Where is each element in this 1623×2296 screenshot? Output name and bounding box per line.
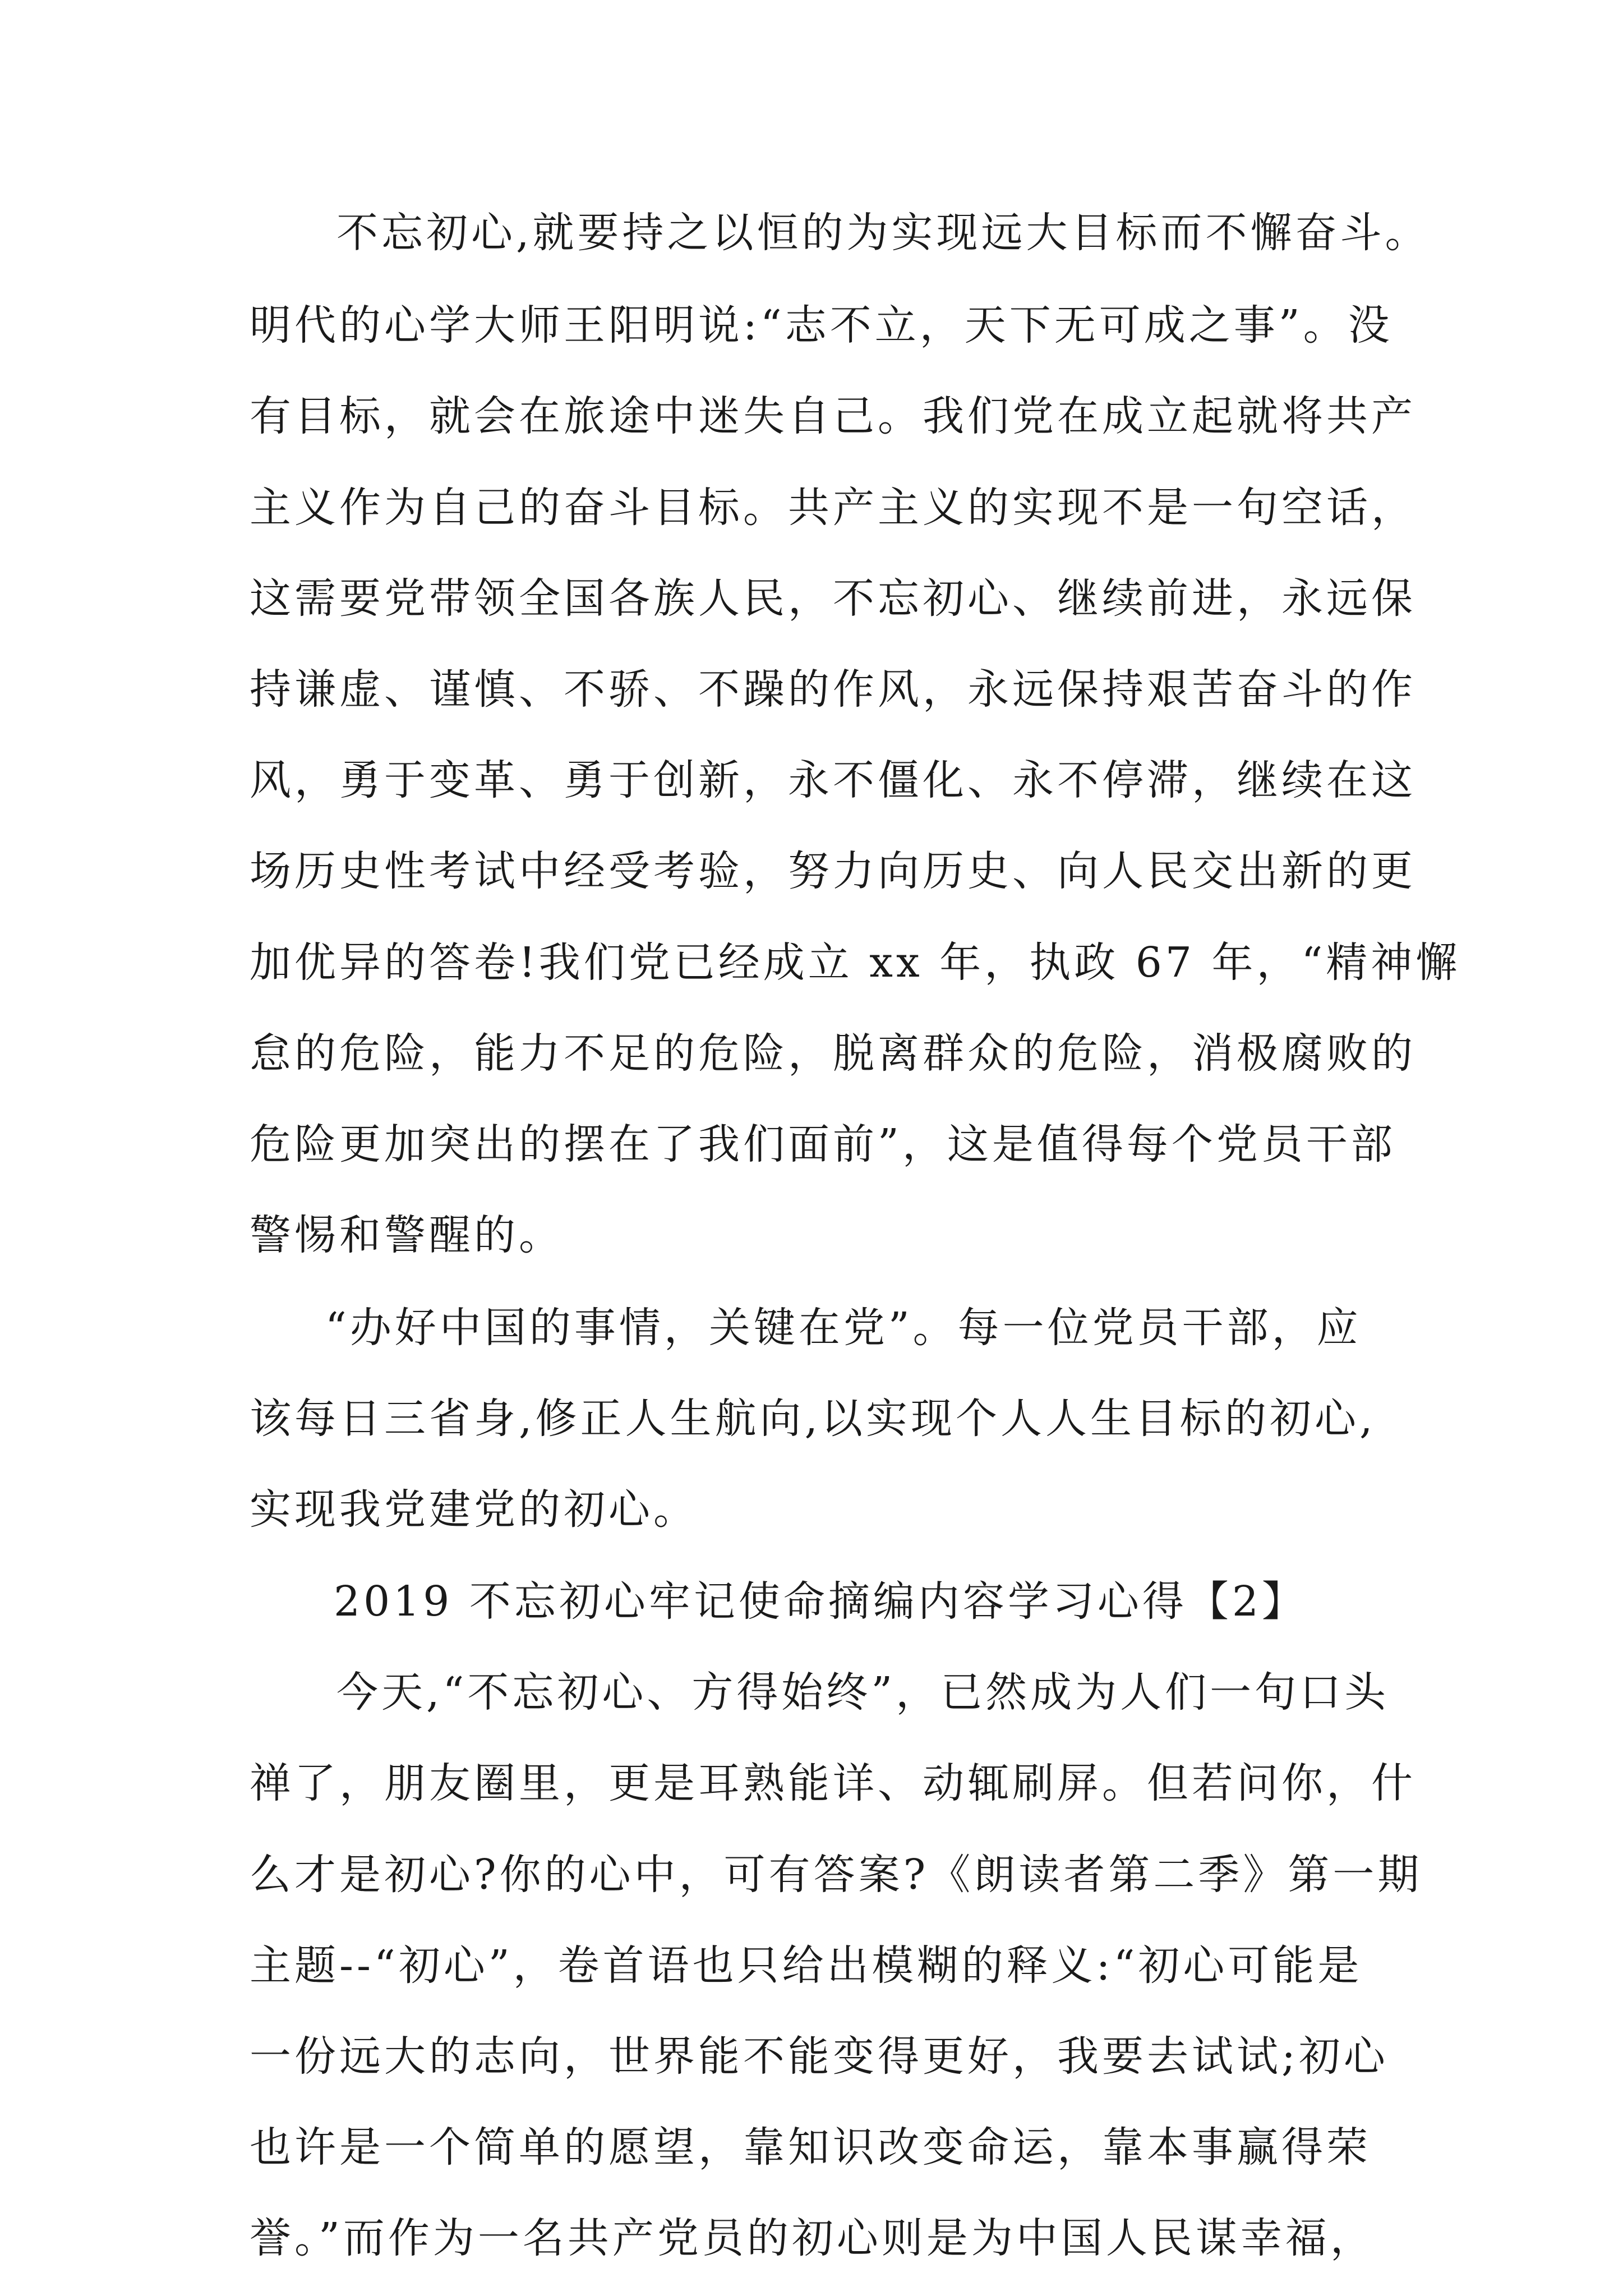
text-line: 这需要党带领全国各族人民，不忘初心、继续前进，永远保 xyxy=(250,574,1416,623)
text-line: 加优异的答卷!我们党已经成立 xx 年，执政 67 年，“精神懈 xyxy=(250,938,1461,987)
text-line: 禅了，朋友圈里，更是耳熟能详、动辄刷屏。但若问你，什 xyxy=(250,1759,1416,1807)
section-heading: 2019 不忘初心牢记使命摘编内容学习心得【2】 xyxy=(334,1577,1307,1626)
text-line: 主题--“初心”，卷首语也只给出模糊的释义:“初心可能是 xyxy=(250,1941,1363,1990)
text-line: 不忘初心,就要持之以恒的为实现远大目标而不懈奋斗。 xyxy=(336,209,1430,257)
text-line: 场历史性考试中经受考验，努力向历史、向人民交出新的更 xyxy=(250,847,1416,895)
text-line: 持谦虚、谨慎、不骄、不躁的作风，永远保持艰苦奋斗的作 xyxy=(250,665,1416,714)
text-line: 怠的危险，能力不足的危险，脱离群众的危险，消极腐败的 xyxy=(250,1029,1416,1078)
text-line: 实现我党建党的初心。 xyxy=(250,1485,698,1534)
text-line: 也许是一个简单的愿望，靠知识改变命运，靠本事赢得荣 xyxy=(250,2123,1371,2171)
text-line: 么才是初心?你的心中，可有答案?《朗读者第二季》第一期 xyxy=(250,1851,1423,1899)
text-line: 主义作为自己的奋斗目标。共产主义的实现不是一句空话， xyxy=(250,484,1416,532)
text-line: “办好中国的事情，关键在党”。每一位党员干部，应 xyxy=(325,1304,1362,1352)
text-line: 今天,“不忘初心、方得始终”，已然成为人们一句口头 xyxy=(336,1668,1390,1717)
text-line: 该每日三省身,修正人生航向,以实现个人人生目标的初心, xyxy=(250,1395,1376,1443)
text-line: 风，勇于变革、勇于创新，永不僵化、永不停滞，继续在这 xyxy=(250,756,1416,804)
text-line: 警惕和警醒的。 xyxy=(250,1211,564,1259)
text-line: 有目标，就会在旅途中迷失自己。我们党在成立起就将共产 xyxy=(250,392,1416,440)
text-line: 危险更加突出的摆在了我们面前”，这是值得每个党员干部 xyxy=(250,1120,1396,1168)
text-line: 明代的心学大师王阳明说:“志不立，天下无可成之事”。没 xyxy=(250,301,1393,349)
text-line: 誉。”而作为一名共产党员的初心则是为中国人民谋幸福， xyxy=(250,2214,1375,2262)
text-line: 一份远大的志向，世界能不能变得更好，我要去试试;初心 xyxy=(250,2032,1389,2081)
